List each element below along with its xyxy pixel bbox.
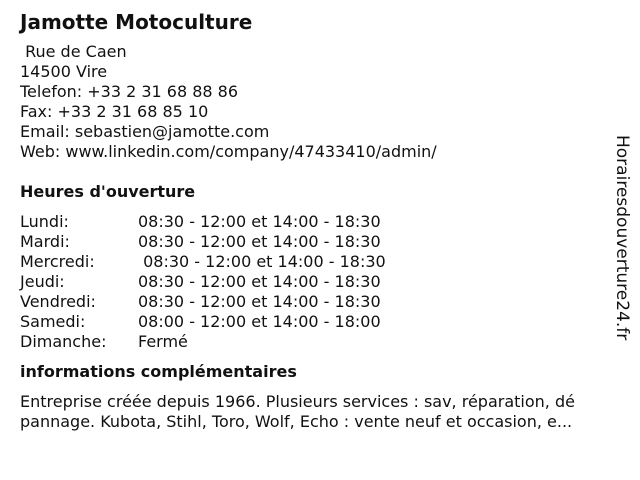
day-times: 08:30 - 12:00 et 14:00 - 18:30	[138, 232, 381, 251]
day-label: Vendredi:	[20, 292, 96, 311]
hours-row-mercredi	[20, 252, 610, 272]
hours-row-samedi	[20, 312, 610, 332]
hours-row-mardi	[20, 232, 610, 252]
fax-line: Fax: +33 2 31 68 85 10	[20, 102, 209, 121]
day-label: Mercredi:	[20, 252, 95, 271]
day-times: 08:30 - 12:00 et 14:00 - 18:30	[138, 252, 386, 271]
hours-row-lundi	[20, 212, 610, 232]
info-line-2: pannage. Kubota, Stihl, Toro, Wolf, Echo : vente neuf et occasion, e...	[20, 412, 573, 431]
business-name: Jamotte Motoculture	[20, 10, 253, 34]
phone-line: Telefon: +33 2 31 68 88 86	[20, 82, 239, 101]
day-times: 08:30 - 12:00 et 14:00 - 18:30	[138, 272, 381, 291]
day-times: 08:30 - 12:00 et 14:00 - 18:30	[138, 292, 381, 311]
day-times: 08:30 - 12:00 et 14:00 - 18:30	[138, 212, 381, 231]
city-postcode: 14500 Vire	[20, 62, 108, 81]
day-label: Dimanche:	[20, 332, 107, 351]
info-description	[20, 392, 630, 432]
info-line-1: Entreprise créée depuis 1966. Plusieurs services : sav, réparation, dé	[20, 392, 575, 411]
email-line: Email: sebastien@jamotte.com	[20, 122, 270, 141]
opening-hours-table	[20, 212, 610, 352]
hours-row-dimanche	[20, 332, 610, 352]
info-heading: informations complémentaires	[20, 362, 297, 381]
business-card	[20, 10, 610, 432]
hours-row-jeudi	[20, 272, 610, 292]
web-line: Web: www.linkedin.com/company/47433410/admin/	[20, 142, 437, 161]
day-label: Lundi:	[20, 212, 69, 231]
hours-row-vendredi	[20, 292, 610, 312]
day-label: Mardi:	[20, 232, 70, 251]
hours-heading: Heures d'ouverture	[20, 182, 196, 201]
site-watermark: Horairesdouverture24.fr	[612, 135, 632, 341]
day-times: Fermé	[138, 332, 188, 351]
day-times: 08:00 - 12:00 et 14:00 - 18:00	[138, 312, 381, 331]
day-label: Jeudi:	[20, 272, 65, 291]
day-label: Samedi:	[20, 312, 86, 331]
street-address: Rue de Caen	[20, 42, 127, 61]
